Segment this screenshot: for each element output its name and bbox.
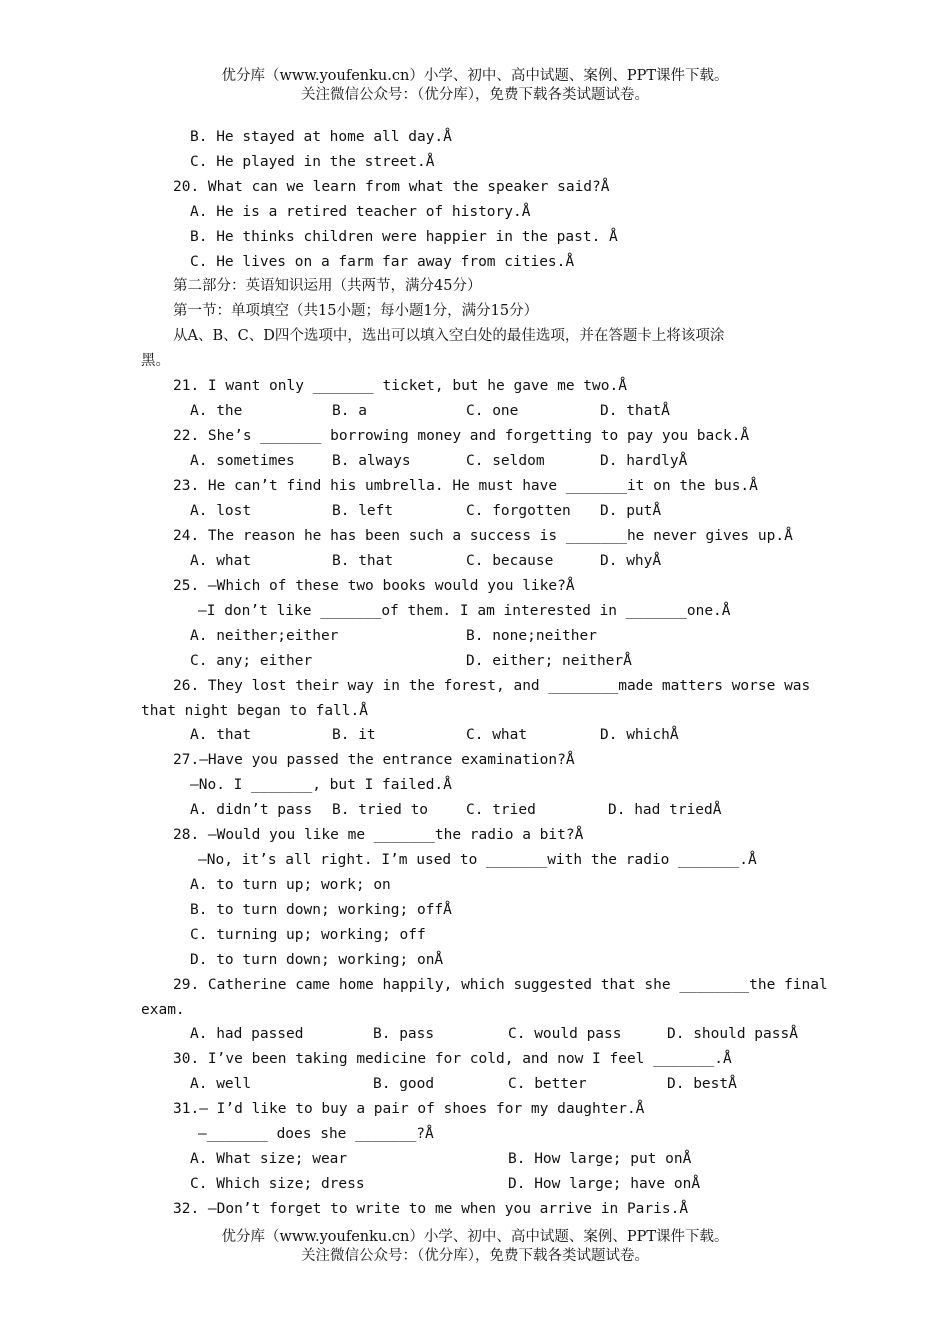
- option: A. what: [190, 553, 252, 569]
- option: C. would pass: [508, 1026, 622, 1042]
- option: A. didn’t pass: [190, 802, 313, 818]
- option: A. that: [190, 727, 252, 743]
- question-20: 20. What can we learn from what the speaker said?Å: [173, 179, 610, 195]
- option: C. turning up; working; off: [190, 927, 426, 943]
- text-line: —I don’t like _______of them. I am interested in _______one.Å: [198, 603, 731, 619]
- page-footer: [0, 1228, 950, 1266]
- text-line: A. He is a retired teacher of history.Å: [190, 204, 531, 220]
- option: D. either; neitherÅ: [466, 653, 632, 669]
- header-line-1: 优分库（www.youfenku.cn）小学、初中、高中试题、案例、PPT课件下载。: [221, 68, 729, 84]
- option: B. tried to: [332, 802, 429, 818]
- instructions: 从A、B、C、D四个选项中，选出可以填入空白处的最佳选项，并在答题卡上将该项涂: [173, 328, 725, 344]
- option: B. How large; put onÅ: [508, 1151, 692, 1167]
- instructions: 黑。: [141, 353, 170, 369]
- option: A. neither;either: [190, 628, 339, 644]
- option: C. tried: [466, 802, 536, 818]
- header-line-2: 关注微信公众号：（优分库），免费下载各类试题试卷。: [301, 87, 649, 103]
- page-header: [0, 67, 950, 105]
- option: A. well: [190, 1076, 252, 1092]
- question-26: 26. They lost their way in the forest, and ________made matters worse was: [173, 678, 811, 694]
- option: B. always: [332, 453, 411, 469]
- option: B. pass: [373, 1026, 435, 1042]
- option: B. left: [332, 503, 394, 519]
- question-24: 24. The reason he has been such a success is _______he never gives up.Å: [173, 528, 793, 544]
- question-25: 25. —Which of these two books would you like?Å: [173, 578, 575, 594]
- option: A. had passed: [190, 1026, 304, 1042]
- text-line: —No. I _______, but I failed.Å: [190, 777, 452, 793]
- option: D. had triedÅ: [608, 802, 722, 818]
- option: C. any; either: [190, 653, 313, 669]
- question-31: 31.— I’d like to buy a pair of shoes for my daughter.Å: [173, 1101, 645, 1117]
- option: D. should passÅ: [667, 1026, 798, 1042]
- option: D. thatÅ: [600, 403, 670, 419]
- text-line: —No, it’s all right. I’m used to _______with the radio _______.Å: [198, 852, 757, 868]
- option: C. Which size; dress: [190, 1176, 365, 1192]
- option: C. better: [508, 1076, 587, 1092]
- option: D. putÅ: [600, 503, 662, 519]
- option: A. to turn up; work; on: [190, 877, 391, 893]
- option: B. good: [373, 1076, 435, 1092]
- question-27: 27.—Have you passed the entrance examination?Å: [173, 752, 575, 768]
- question-22: 22. She’s _______ borrowing money and forgetting to pay you back.Å: [173, 428, 750, 444]
- option: D. bestÅ: [667, 1076, 737, 1092]
- option: D. to turn down; working; onÅ: [190, 952, 444, 968]
- question-21: 21. I want only _______ ticket, but he gave me two.Å: [173, 378, 627, 394]
- text-line: B. He stayed at home all day.Å: [190, 129, 452, 145]
- text-line: that night began to fall.Å: [141, 703, 368, 719]
- question-32: 32. —Don’t forget to write to me when you arrive in Paris.Å: [173, 1201, 689, 1217]
- option: A. What size; wear: [190, 1151, 348, 1167]
- option: C. forgotten: [466, 503, 571, 519]
- text-line: —_______ does she _______?Å: [198, 1126, 434, 1142]
- option: A. sometimes: [190, 453, 295, 469]
- option: C. one: [466, 403, 519, 419]
- option: D. How large; have onÅ: [508, 1176, 701, 1192]
- option: C. seldom: [466, 453, 545, 469]
- option: B. that: [332, 553, 394, 569]
- option: B. it: [332, 727, 376, 743]
- option: B. to turn down; working; offÅ: [190, 902, 452, 918]
- option: C. what: [466, 727, 528, 743]
- option: C. because: [466, 553, 554, 569]
- option: B. none;neither: [466, 628, 597, 644]
- footer-line-1: 优分库（www.youfenku.cn）小学、初中、高中试题、案例、PPT课件下载。: [221, 1229, 729, 1245]
- subsection-heading: 第一节：单项填空（共15小题；每小题1分，满分15分）: [173, 303, 539, 319]
- option: A. the: [190, 403, 243, 419]
- section-heading: 第二部分：英语知识运用（共两节，满分45分）: [173, 278, 482, 294]
- footer-line-2: 关注微信公众号：（优分库），免费下载各类试题试卷。: [301, 1248, 649, 1264]
- question-29: 29. Catherine came home happily, which suggested that she ________the final: [173, 977, 828, 993]
- question-23: 23. He can’t find his umbrella. He must have _______it on the bus.Å: [173, 478, 758, 494]
- text-line: B. He thinks children were happier in the past. Å: [190, 229, 618, 245]
- option: D. whyÅ: [600, 553, 662, 569]
- option: D. whichÅ: [600, 727, 679, 743]
- text-line: exam.: [141, 1002, 185, 1018]
- text-line: C. He lives on a farm far away from cities.Å: [190, 254, 575, 270]
- text-line: C. He played in the street.Å: [190, 154, 435, 170]
- option: D. hardlyÅ: [600, 453, 688, 469]
- question-28: 28. —Would you like me _______the radio a bit?Å: [173, 827, 584, 843]
- option: A. lost: [190, 503, 252, 519]
- question-30: 30. I’ve been taking medicine for cold, and now I feel _______.Å: [173, 1051, 732, 1067]
- option: B. a: [332, 403, 367, 419]
